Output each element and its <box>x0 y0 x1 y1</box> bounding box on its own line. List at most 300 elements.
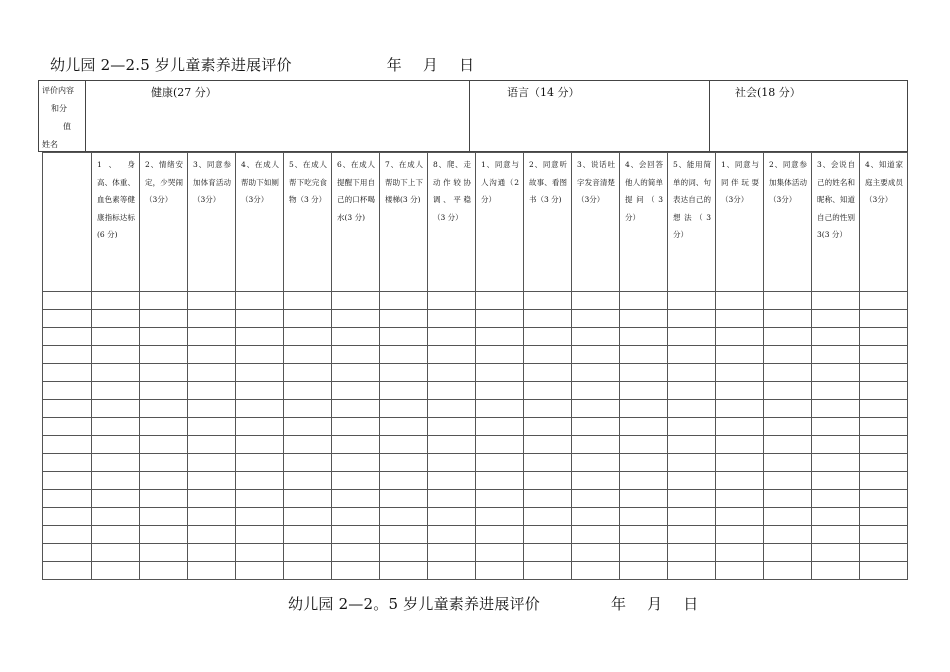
score-cell[interactable] <box>188 526 236 544</box>
score-cell[interactable] <box>620 346 668 364</box>
score-cell[interactable] <box>284 364 332 382</box>
score-cell[interactable] <box>92 490 140 508</box>
score-cell[interactable] <box>140 508 188 526</box>
score-cell[interactable] <box>92 418 140 436</box>
score-cell[interactable] <box>188 292 236 310</box>
score-cell[interactable] <box>428 292 476 310</box>
score-cell[interactable] <box>572 328 620 346</box>
score-cell[interactable] <box>620 490 668 508</box>
score-cell[interactable] <box>284 382 332 400</box>
score-cell[interactable] <box>428 472 476 490</box>
score-cell[interactable] <box>716 454 764 472</box>
score-cell[interactable] <box>668 364 716 382</box>
score-cell[interactable] <box>716 544 764 562</box>
score-cell[interactable] <box>620 292 668 310</box>
score-cell[interactable] <box>668 292 716 310</box>
score-cell[interactable] <box>380 544 428 562</box>
score-cell[interactable] <box>92 328 140 346</box>
score-cell[interactable] <box>524 364 572 382</box>
score-cell[interactable] <box>380 562 428 580</box>
score-cell[interactable] <box>668 508 716 526</box>
score-cell[interactable] <box>92 472 140 490</box>
score-cell[interactable] <box>620 472 668 490</box>
score-cell[interactable] <box>812 472 860 490</box>
score-cell[interactable] <box>812 292 860 310</box>
score-cell[interactable] <box>140 364 188 382</box>
score-cell[interactable] <box>92 562 140 580</box>
score-cell[interactable] <box>572 472 620 490</box>
score-cell[interactable] <box>764 382 812 400</box>
score-cell[interactable] <box>764 418 812 436</box>
score-cell[interactable] <box>620 544 668 562</box>
score-cell[interactable] <box>92 436 140 454</box>
score-cell[interactable] <box>332 544 380 562</box>
score-cell[interactable] <box>188 472 236 490</box>
name-cell[interactable] <box>43 490 92 508</box>
score-cell[interactable] <box>764 436 812 454</box>
score-cell[interactable] <box>524 454 572 472</box>
score-cell[interactable] <box>476 292 524 310</box>
score-cell[interactable] <box>716 292 764 310</box>
score-cell[interactable] <box>524 508 572 526</box>
score-cell[interactable] <box>188 382 236 400</box>
score-cell[interactable] <box>620 400 668 418</box>
score-cell[interactable] <box>716 310 764 328</box>
score-cell[interactable] <box>716 472 764 490</box>
score-cell[interactable] <box>236 526 284 544</box>
item-cell <box>140 153 188 292</box>
score-cell[interactable] <box>92 544 140 562</box>
score-cell[interactable] <box>332 364 380 382</box>
score-cell[interactable] <box>236 544 284 562</box>
score-cell[interactable] <box>92 400 140 418</box>
score-cell[interactable] <box>812 400 860 418</box>
score-cell[interactable] <box>236 400 284 418</box>
score-cell[interactable] <box>716 562 764 580</box>
name-cell[interactable] <box>43 562 92 580</box>
name-cell[interactable] <box>43 544 92 562</box>
score-cell[interactable] <box>140 400 188 418</box>
score-cell[interactable] <box>620 454 668 472</box>
name-cell[interactable] <box>43 472 92 490</box>
item-cell <box>428 153 476 292</box>
score-cell[interactable] <box>764 472 812 490</box>
score-cell[interactable] <box>476 508 524 526</box>
score-cell[interactable] <box>812 526 860 544</box>
score-cell[interactable] <box>812 382 860 400</box>
score-cell[interactable] <box>764 526 812 544</box>
score-cell[interactable] <box>476 454 524 472</box>
score-cell[interactable] <box>140 436 188 454</box>
score-cell[interactable] <box>476 544 524 562</box>
score-cell[interactable] <box>188 436 236 454</box>
score-cell[interactable] <box>860 400 908 418</box>
score-cell[interactable] <box>668 526 716 544</box>
score-cell[interactable] <box>812 508 860 526</box>
score-cell[interactable] <box>812 490 860 508</box>
score-cell[interactable] <box>380 346 428 364</box>
score-cell[interactable] <box>332 526 380 544</box>
score-cell[interactable] <box>476 364 524 382</box>
score-cell[interactable] <box>332 292 380 310</box>
score-cell[interactable] <box>812 328 860 346</box>
score-cell[interactable] <box>668 400 716 418</box>
score-cell[interactable] <box>572 418 620 436</box>
score-cell[interactable] <box>236 292 284 310</box>
score-cell[interactable] <box>284 526 332 544</box>
score-cell[interactable] <box>140 562 188 580</box>
score-cell[interactable] <box>332 490 380 508</box>
score-cell[interactable] <box>332 346 380 364</box>
score-cell[interactable] <box>524 490 572 508</box>
score-cell[interactable] <box>860 310 908 328</box>
score-cell[interactable] <box>332 508 380 526</box>
score-cell[interactable] <box>284 292 332 310</box>
score-cell[interactable] <box>524 400 572 418</box>
score-cell[interactable] <box>92 310 140 328</box>
score-cell[interactable] <box>380 382 428 400</box>
score-cell[interactable] <box>572 526 620 544</box>
score-cell[interactable] <box>476 418 524 436</box>
score-cell[interactable] <box>812 346 860 364</box>
score-cell[interactable] <box>572 364 620 382</box>
score-cell[interactable] <box>140 292 188 310</box>
score-cell[interactable] <box>524 562 572 580</box>
score-cell[interactable] <box>380 418 428 436</box>
score-cell[interactable] <box>236 418 284 436</box>
score-cell[interactable] <box>860 328 908 346</box>
score-cell[interactable] <box>140 472 188 490</box>
score-cell[interactable] <box>764 544 812 562</box>
score-cell[interactable] <box>716 526 764 544</box>
score-cell[interactable] <box>92 454 140 472</box>
score-cell[interactable] <box>620 418 668 436</box>
score-cell[interactable] <box>860 418 908 436</box>
name-cell[interactable] <box>43 328 92 346</box>
score-cell[interactable] <box>860 364 908 382</box>
score-cell[interactable] <box>860 346 908 364</box>
score-cell[interactable] <box>332 400 380 418</box>
score-cell[interactable] <box>764 364 812 382</box>
score-cell[interactable] <box>380 328 428 346</box>
score-cell[interactable] <box>476 562 524 580</box>
score-cell[interactable] <box>140 490 188 508</box>
score-cell[interactable] <box>284 328 332 346</box>
score-cell[interactable] <box>188 364 236 382</box>
day-label: 日 <box>683 595 699 613</box>
score-cell[interactable] <box>92 292 140 310</box>
score-cell[interactable] <box>572 508 620 526</box>
score-cell[interactable] <box>284 400 332 418</box>
score-cell[interactable] <box>140 454 188 472</box>
score-cell[interactable] <box>668 472 716 490</box>
score-cell[interactable] <box>380 454 428 472</box>
score-cell[interactable] <box>572 454 620 472</box>
score-cell[interactable] <box>572 292 620 310</box>
score-cell[interactable] <box>476 382 524 400</box>
score-cell[interactable] <box>188 310 236 328</box>
score-cell[interactable] <box>284 490 332 508</box>
score-cell[interactable] <box>380 436 428 454</box>
score-cell[interactable] <box>572 490 620 508</box>
score-cell[interactable] <box>428 418 476 436</box>
score-cell[interactable] <box>236 346 284 364</box>
score-cell[interactable] <box>860 472 908 490</box>
score-cell[interactable] <box>524 418 572 436</box>
table-row <box>43 292 908 310</box>
name-cell[interactable] <box>43 508 92 526</box>
score-cell[interactable] <box>428 310 476 328</box>
score-cell[interactable] <box>236 364 284 382</box>
score-cell[interactable] <box>572 310 620 328</box>
score-cell[interactable] <box>620 526 668 544</box>
score-cell[interactable] <box>860 544 908 562</box>
score-cell[interactable] <box>812 544 860 562</box>
score-cell[interactable] <box>140 346 188 364</box>
score-cell[interactable] <box>668 562 716 580</box>
score-cell[interactable] <box>860 454 908 472</box>
score-cell[interactable] <box>236 436 284 454</box>
score-cell[interactable] <box>764 310 812 328</box>
score-cell[interactable] <box>380 292 428 310</box>
score-cell[interactable] <box>524 382 572 400</box>
score-cell[interactable] <box>620 364 668 382</box>
score-cell[interactable] <box>332 454 380 472</box>
score-cell[interactable] <box>92 382 140 400</box>
score-cell[interactable] <box>188 328 236 346</box>
score-cell[interactable] <box>476 328 524 346</box>
score-cell[interactable] <box>860 292 908 310</box>
category-header-table <box>38 80 908 152</box>
score-cell[interactable] <box>188 544 236 562</box>
score-cell[interactable] <box>860 436 908 454</box>
score-cell[interactable] <box>476 436 524 454</box>
score-cell[interactable] <box>572 346 620 364</box>
item-cell <box>620 153 668 292</box>
name-cell[interactable] <box>43 346 92 364</box>
score-cell[interactable] <box>572 544 620 562</box>
score-cell[interactable] <box>92 364 140 382</box>
score-cell[interactable] <box>380 472 428 490</box>
score-cell[interactable] <box>380 364 428 382</box>
score-cell[interactable] <box>812 454 860 472</box>
score-cell[interactable] <box>236 328 284 346</box>
score-cell[interactable] <box>860 490 908 508</box>
score-cell[interactable] <box>140 544 188 562</box>
score-cell[interactable] <box>572 436 620 454</box>
name-cell[interactable] <box>43 364 92 382</box>
score-cell[interactable] <box>380 400 428 418</box>
score-cell[interactable] <box>380 508 428 526</box>
score-cell[interactable] <box>812 436 860 454</box>
score-cell[interactable] <box>284 562 332 580</box>
name-cell[interactable] <box>43 454 92 472</box>
score-cell[interactable] <box>140 526 188 544</box>
score-cell[interactable] <box>236 310 284 328</box>
score-cell[interactable] <box>524 472 572 490</box>
score-cell[interactable] <box>188 346 236 364</box>
score-cell[interactable] <box>140 328 188 346</box>
score-cell[interactable] <box>524 436 572 454</box>
score-cell[interactable] <box>716 508 764 526</box>
score-cell[interactable] <box>716 346 764 364</box>
score-cell[interactable] <box>716 328 764 346</box>
score-cell[interactable] <box>716 436 764 454</box>
score-cell[interactable] <box>572 382 620 400</box>
score-cell[interactable] <box>428 364 476 382</box>
score-cell[interactable] <box>716 400 764 418</box>
score-cell[interactable] <box>812 562 860 580</box>
date-fields <box>611 593 715 614</box>
name-cell[interactable] <box>43 310 92 328</box>
score-cell[interactable] <box>236 508 284 526</box>
name-cell[interactable] <box>43 400 92 418</box>
score-cell[interactable] <box>92 508 140 526</box>
month-label: 月 <box>647 595 663 613</box>
score-cell[interactable] <box>476 526 524 544</box>
score-cell[interactable] <box>140 382 188 400</box>
score-cell[interactable] <box>764 454 812 472</box>
score-cell[interactable] <box>524 526 572 544</box>
score-cell[interactable] <box>572 400 620 418</box>
table-row <box>43 490 908 508</box>
score-cell[interactable] <box>236 490 284 508</box>
name-cell[interactable] <box>43 382 92 400</box>
name-cell[interactable] <box>43 418 92 436</box>
score-cell[interactable] <box>284 418 332 436</box>
score-cell[interactable] <box>716 364 764 382</box>
score-cell[interactable] <box>716 382 764 400</box>
score-cell[interactable] <box>764 328 812 346</box>
score-cell[interactable] <box>188 508 236 526</box>
score-cell[interactable] <box>428 454 476 472</box>
score-cell[interactable] <box>236 472 284 490</box>
item-cell <box>92 153 140 292</box>
score-cell[interactable] <box>428 490 476 508</box>
score-cell[interactable] <box>524 292 572 310</box>
score-cell[interactable] <box>764 346 812 364</box>
score-cell[interactable] <box>92 346 140 364</box>
score-cell[interactable] <box>476 346 524 364</box>
score-cell[interactable] <box>524 346 572 364</box>
score-cell[interactable] <box>188 454 236 472</box>
score-cell[interactable] <box>572 562 620 580</box>
score-cell[interactable] <box>332 418 380 436</box>
score-cell[interactable] <box>860 562 908 580</box>
score-cell[interactable] <box>668 418 716 436</box>
score-cell[interactable] <box>668 346 716 364</box>
score-cell[interactable] <box>92 526 140 544</box>
score-cell[interactable] <box>332 436 380 454</box>
score-cell[interactable] <box>428 508 476 526</box>
score-cell[interactable] <box>332 328 380 346</box>
score-cell[interactable] <box>620 328 668 346</box>
score-cell[interactable] <box>524 544 572 562</box>
score-cell[interactable] <box>428 382 476 400</box>
name-cell[interactable] <box>43 292 92 310</box>
name-cell[interactable] <box>43 526 92 544</box>
score-cell[interactable] <box>236 562 284 580</box>
score-cell[interactable] <box>380 310 428 328</box>
score-cell[interactable] <box>380 526 428 544</box>
score-cell[interactable] <box>284 544 332 562</box>
score-cell[interactable] <box>620 382 668 400</box>
name-cell[interactable] <box>43 436 92 454</box>
score-cell[interactable] <box>812 310 860 328</box>
score-cell[interactable] <box>332 382 380 400</box>
score-cell[interactable] <box>716 490 764 508</box>
score-cell[interactable] <box>188 400 236 418</box>
score-cell[interactable] <box>332 562 380 580</box>
score-cell[interactable] <box>476 472 524 490</box>
score-cell[interactable] <box>140 418 188 436</box>
score-cell[interactable] <box>668 310 716 328</box>
score-cell[interactable] <box>332 310 380 328</box>
score-cell[interactable] <box>524 310 572 328</box>
score-cell[interactable] <box>860 382 908 400</box>
score-cell[interactable] <box>332 472 380 490</box>
score-cell[interactable] <box>668 490 716 508</box>
score-cell[interactable] <box>668 436 716 454</box>
score-cell[interactable] <box>284 472 332 490</box>
score-cell[interactable] <box>764 508 812 526</box>
score-cell[interactable] <box>428 400 476 418</box>
score-cell[interactable] <box>716 418 764 436</box>
score-cell[interactable] <box>428 436 476 454</box>
score-cell[interactable] <box>284 310 332 328</box>
score-cell[interactable] <box>476 400 524 418</box>
score-cell[interactable] <box>812 364 860 382</box>
score-cell[interactable] <box>284 346 332 364</box>
score-cell[interactable] <box>764 562 812 580</box>
score-cell[interactable] <box>524 328 572 346</box>
score-cell[interactable] <box>668 382 716 400</box>
score-cell[interactable] <box>236 382 284 400</box>
score-cell[interactable] <box>476 310 524 328</box>
score-cell[interactable] <box>764 490 812 508</box>
score-cell[interactable] <box>284 436 332 454</box>
corner-line-4: 姓名 <box>42 140 58 149</box>
score-cell[interactable] <box>620 508 668 526</box>
score-cell[interactable] <box>476 490 524 508</box>
score-cell[interactable] <box>140 310 188 328</box>
score-cell[interactable] <box>428 544 476 562</box>
score-cell[interactable] <box>620 436 668 454</box>
score-cell[interactable] <box>380 490 428 508</box>
score-cell[interactable] <box>860 526 908 544</box>
score-cell[interactable] <box>284 508 332 526</box>
score-cell[interactable] <box>668 544 716 562</box>
score-cell[interactable] <box>668 328 716 346</box>
score-cell[interactable] <box>620 562 668 580</box>
score-cell[interactable] <box>188 562 236 580</box>
score-cell[interactable] <box>284 454 332 472</box>
score-cell[interactable] <box>764 292 812 310</box>
score-cell[interactable] <box>668 454 716 472</box>
score-cell[interactable] <box>428 526 476 544</box>
score-cell[interactable] <box>428 562 476 580</box>
score-cell[interactable] <box>764 400 812 418</box>
score-cell[interactable] <box>428 328 476 346</box>
score-cell[interactable] <box>188 490 236 508</box>
item-label: 4、在成人帮助下如厕（3分） <box>241 160 279 204</box>
score-cell[interactable] <box>236 454 284 472</box>
score-cell[interactable] <box>428 346 476 364</box>
score-cell[interactable] <box>860 508 908 526</box>
score-cell[interactable] <box>620 310 668 328</box>
score-cell[interactable] <box>812 418 860 436</box>
score-cell[interactable] <box>188 418 236 436</box>
